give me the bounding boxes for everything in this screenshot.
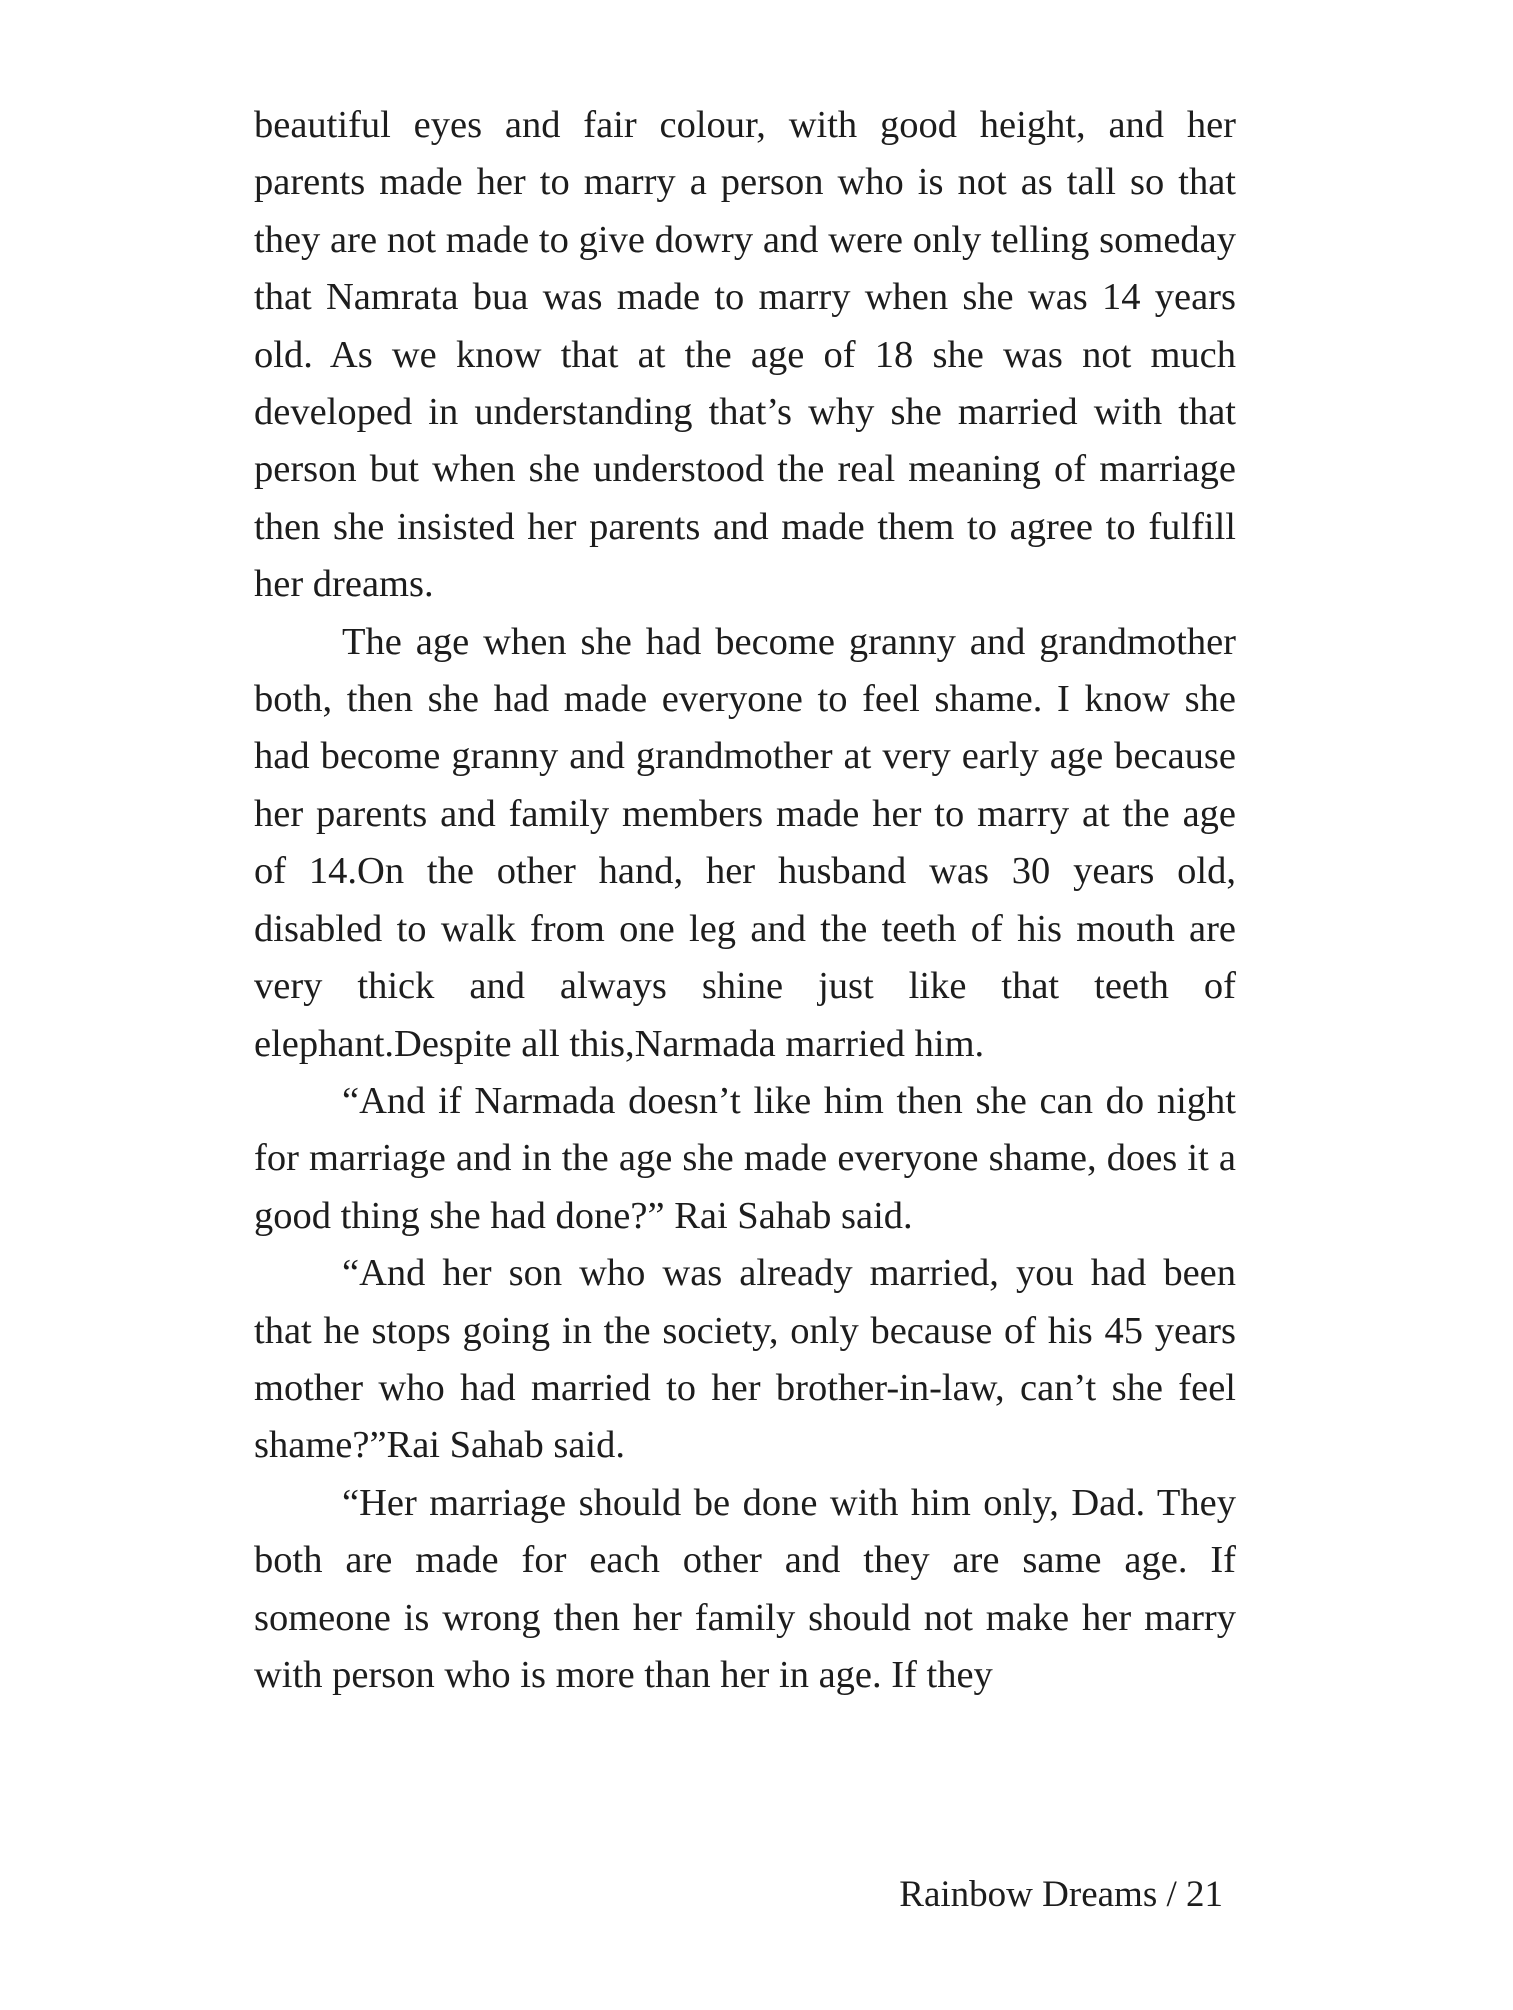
paragraph-rai-sahab-quote-2: “And her son who was already married, you had been that he stops going in the society, only because of his 45 years mother who had married to her brother-in-law, can’t she feel shame?”Rai Sahab said. bbox=[254, 1252, 1236, 1467]
paragraph-continued: beautiful eyes and fair colour, with good height, and her parents made her to marry a person who is not as tall so that they are not made to give dowry and were only telling someday that Namrata bua was made to marry when she was 14 years old. As we know that at the age of 18 she was not much developed in understanding that’s why she married with that person but when she understood the real meaning of marriage then she insisted her parents and made them to agree to fulfill her dreams. bbox=[254, 104, 1236, 606]
paragraph-rai-sahab-quote-1: “And if Narmada doesn’t like him then she can do night for marriage and in the age she made everyone shame, does it a good thing she had done?” Rai Sahab said. bbox=[254, 1079, 1236, 1237]
paragraph-granny-shame: The age when she had become granny and grandmother both, then she had made everyone to feel shame. I know she had become granny and grandmother at very early age because her parents and family members made her to marry at the age of 14.On the other hand, her husband was 30 years old, disabled to walk from one leg and the teeth of his mouth are very thick and always shine just like that teeth of elephant.Despite all this,Narmada married him. bbox=[254, 620, 1236, 1065]
body-text bbox=[254, 97, 1236, 1704]
paragraph-dad-reply: “Her marriage should be done with him only, Dad. They both are made for each other and they are same age. If someone is wrong then her family should not make her marry with person who is more than her in age. If they bbox=[254, 1481, 1236, 1696]
running-footer: Rainbow Dreams / 21 bbox=[899, 1874, 1223, 1915]
